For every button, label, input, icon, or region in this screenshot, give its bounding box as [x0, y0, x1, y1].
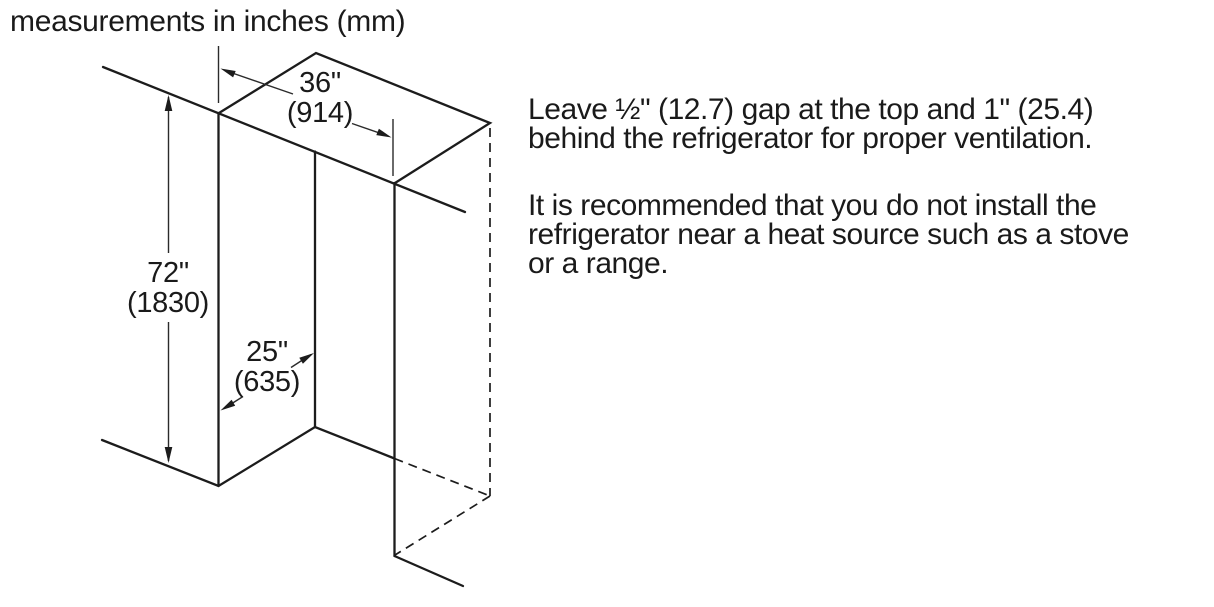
note-line: It is recommended that you do not install the — [528, 189, 1097, 222]
hidden-edges — [395, 128, 491, 555]
dimension-height-inches: 72" — [147, 257, 189, 289]
dimension-depth-inches: 25" — [246, 336, 288, 368]
note-line: Leave ½" (12.7) gap at the top and 1" (25.4) — [528, 93, 1094, 126]
page-title: measurements in inches (mm) — [10, 5, 406, 38]
note-line: or a range. — [528, 247, 669, 280]
dimension-width-mm: (914) — [286, 97, 354, 129]
note-line: behind the refrigerator for proper ventilation. — [528, 122, 1093, 155]
width-arrow-right-icon — [376, 129, 391, 138]
dimension-lines — [169, 46, 394, 461]
width-arrow-left-icon — [221, 69, 236, 78]
floor-left-edges — [102, 427, 395, 486]
ceiling-front-edge-line — [103, 67, 465, 212]
solid-edges — [102, 53, 490, 586]
dimension-height-label — [127, 258, 209, 318]
depth-arrow-upper-icon — [299, 353, 314, 364]
dimension-width-inches: 36" — [299, 67, 341, 99]
heat-source-note — [528, 191, 1129, 278]
depth-arrow-lower-icon — [221, 400, 236, 411]
right-wall-bottom-hidden-edge — [395, 496, 490, 555]
floor-back-hidden-edge — [395, 459, 491, 497]
height-arrow-down-icon — [165, 447, 173, 463]
floor-front-right-edge — [395, 556, 464, 586]
dimension-depth-mm: (635) — [233, 366, 301, 398]
height-arrow-up-icon — [165, 95, 173, 111]
dimension-depth-label — [234, 337, 300, 397]
ventilation-note — [528, 95, 1093, 153]
note-line: refrigerator near a heat source such as a stove — [528, 218, 1129, 251]
dimension-height-mm: (1830) — [126, 287, 210, 319]
ceiling-face-outline — [219, 53, 490, 183]
dimension-width-label — [287, 68, 353, 128]
